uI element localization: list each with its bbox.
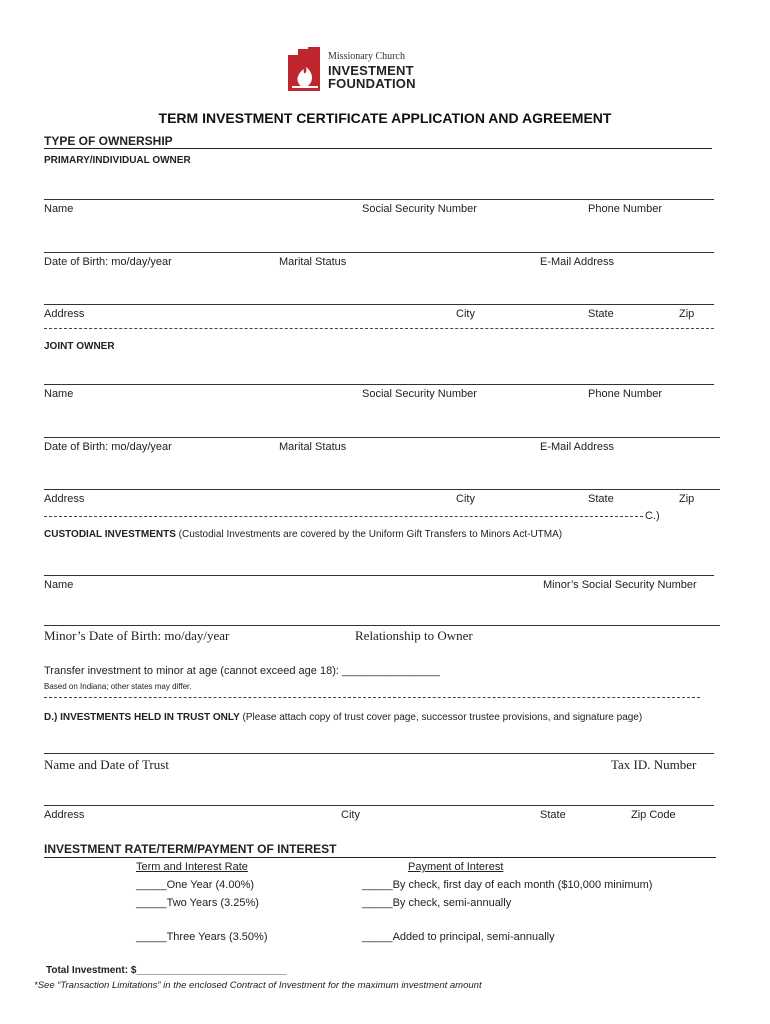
custodial-name-line[interactable] (44, 575, 714, 576)
primary-marital-label: Marital Status (279, 256, 347, 268)
relationship-label: Relationship to Owner (355, 628, 473, 643)
primary-city-label: City (456, 308, 475, 320)
primary-name-line[interactable] (44, 199, 714, 200)
option-by-check-semi[interactable]: _____By check, semi-annually (362, 897, 512, 909)
joint-zip-label: Zip (679, 493, 695, 505)
dashed-separator (44, 328, 714, 329)
page-title: TERM INVESTMENT CERTIFICATE APPLICATION AND AGREEMENT (158, 110, 612, 126)
trust-state-label: State (540, 809, 566, 821)
option-three-years[interactable]: _____Three Years (3.50%) (136, 931, 268, 943)
heading-rule (44, 148, 712, 149)
trust-city-label: City (341, 809, 360, 821)
trust-address-line[interactable] (44, 805, 714, 806)
payment-header: Payment of Interest (408, 861, 504, 873)
logo-line2: INVESTMENT (328, 63, 414, 78)
rate-heading: INVESTMENT RATE/TERM/PAYMENT OF INTEREST (44, 842, 337, 856)
option-added-principal[interactable]: _____Added to principal, semi-annually (362, 931, 555, 943)
trust-name-label: Name and Date of Trust (44, 757, 169, 772)
term-header: Term and Interest Rate (136, 861, 248, 873)
primary-state-label: State (588, 308, 614, 320)
total-investment-field[interactable]: Total Investment: $___________________________ (46, 965, 287, 976)
transaction-note: *See “Transaction Limitations” in the enclosed Contract of Investment for the maximum investment amount (34, 980, 482, 991)
joint-state-label: State (588, 493, 614, 505)
primary-email-label: E-Mail Address (540, 256, 614, 268)
primary-zip-label: Zip (679, 308, 695, 320)
trust-heading-note: (Please attach copy of trust cover page, successor trustee provisions, and signature page) (239, 712, 643, 723)
primary-name-label: Name (44, 203, 74, 215)
trust-address-label: Address (44, 809, 85, 821)
option-two-years[interactable]: _____Two Years (3.25%) (136, 897, 259, 909)
trust-taxid-label: Tax ID. Number (611, 757, 697, 772)
custodial-heading-note: (Custodial Investments are covered by the Uniform Gift Transfers to Minors Act-UTMA) (175, 529, 563, 540)
joint-dob-line[interactable] (44, 437, 720, 438)
custodial-name-label: Name (44, 579, 74, 591)
dashed-separator (44, 697, 700, 698)
joint-email-label: E-Mail Address (540, 441, 614, 453)
section-c-marker: C.) (645, 510, 660, 522)
flame-logo-icon (284, 47, 328, 93)
primary-owner-heading: PRIMARY/INDIVIDUAL OWNER (44, 155, 191, 166)
joint-address-label: Address (44, 493, 85, 505)
joint-owner-heading: JOINT OWNER (44, 341, 115, 352)
trust-heading (44, 712, 642, 723)
minor-dob-label: Minor’s Date of Birth: mo/day/year (44, 628, 230, 643)
custodial-heading-title: CUSTODIAL INVESTMENTS (44, 529, 176, 540)
dashed-separator (44, 516, 643, 517)
joint-name-line[interactable] (44, 384, 714, 385)
type-of-ownership-heading: TYPE OF OWNERSHIP (44, 134, 173, 148)
joint-phone-label: Phone Number (588, 388, 662, 400)
primary-ssn-label: Social Security Number (362, 203, 477, 215)
joint-dob-label: Date of Birth: mo/day/year (44, 441, 172, 453)
trust-prefix: D.) (44, 712, 61, 723)
trust-name-line[interactable] (44, 753, 714, 754)
primary-phone-label: Phone Number (588, 203, 662, 215)
joint-ssn-label: Social Security Number (362, 388, 477, 400)
custodial-heading (44, 529, 562, 540)
logo (284, 47, 434, 95)
joint-marital-label: Marital Status (279, 441, 347, 453)
minor-ssn-label: Minor’s Social Security Number (543, 579, 697, 591)
option-one-year[interactable]: _____One Year (4.00%) (136, 879, 255, 891)
joint-name-label: Name (44, 388, 74, 400)
trust-heading-title: INVESTMENTS HELD IN TRUST ONLY (60, 712, 240, 723)
primary-dob-label: Date of Birth: mo/day/year (44, 256, 172, 268)
primary-address-label: Address (44, 308, 85, 320)
transfer-footnote: Based on Indiana; other states may differ. (44, 682, 192, 691)
transfer-age-field[interactable]: Transfer investment to minor at age (cannot exceed age 18): ________________ (44, 665, 440, 677)
joint-city-label: City (456, 493, 475, 505)
option-by-check-monthly[interactable]: _____By check, first day of each month ($10,000 minimum) (362, 879, 653, 891)
logo-line3: FOUNDATION (328, 76, 416, 91)
joint-address-line[interactable] (44, 489, 720, 490)
primary-dob-line[interactable] (44, 252, 714, 253)
primary-address-line[interactable] (44, 304, 714, 305)
minor-dob-line[interactable] (44, 625, 720, 626)
logo-line1: Missionary Church (328, 51, 405, 62)
trust-zip-label: Zip Code (631, 809, 676, 821)
rate-heading-rule (44, 857, 716, 858)
